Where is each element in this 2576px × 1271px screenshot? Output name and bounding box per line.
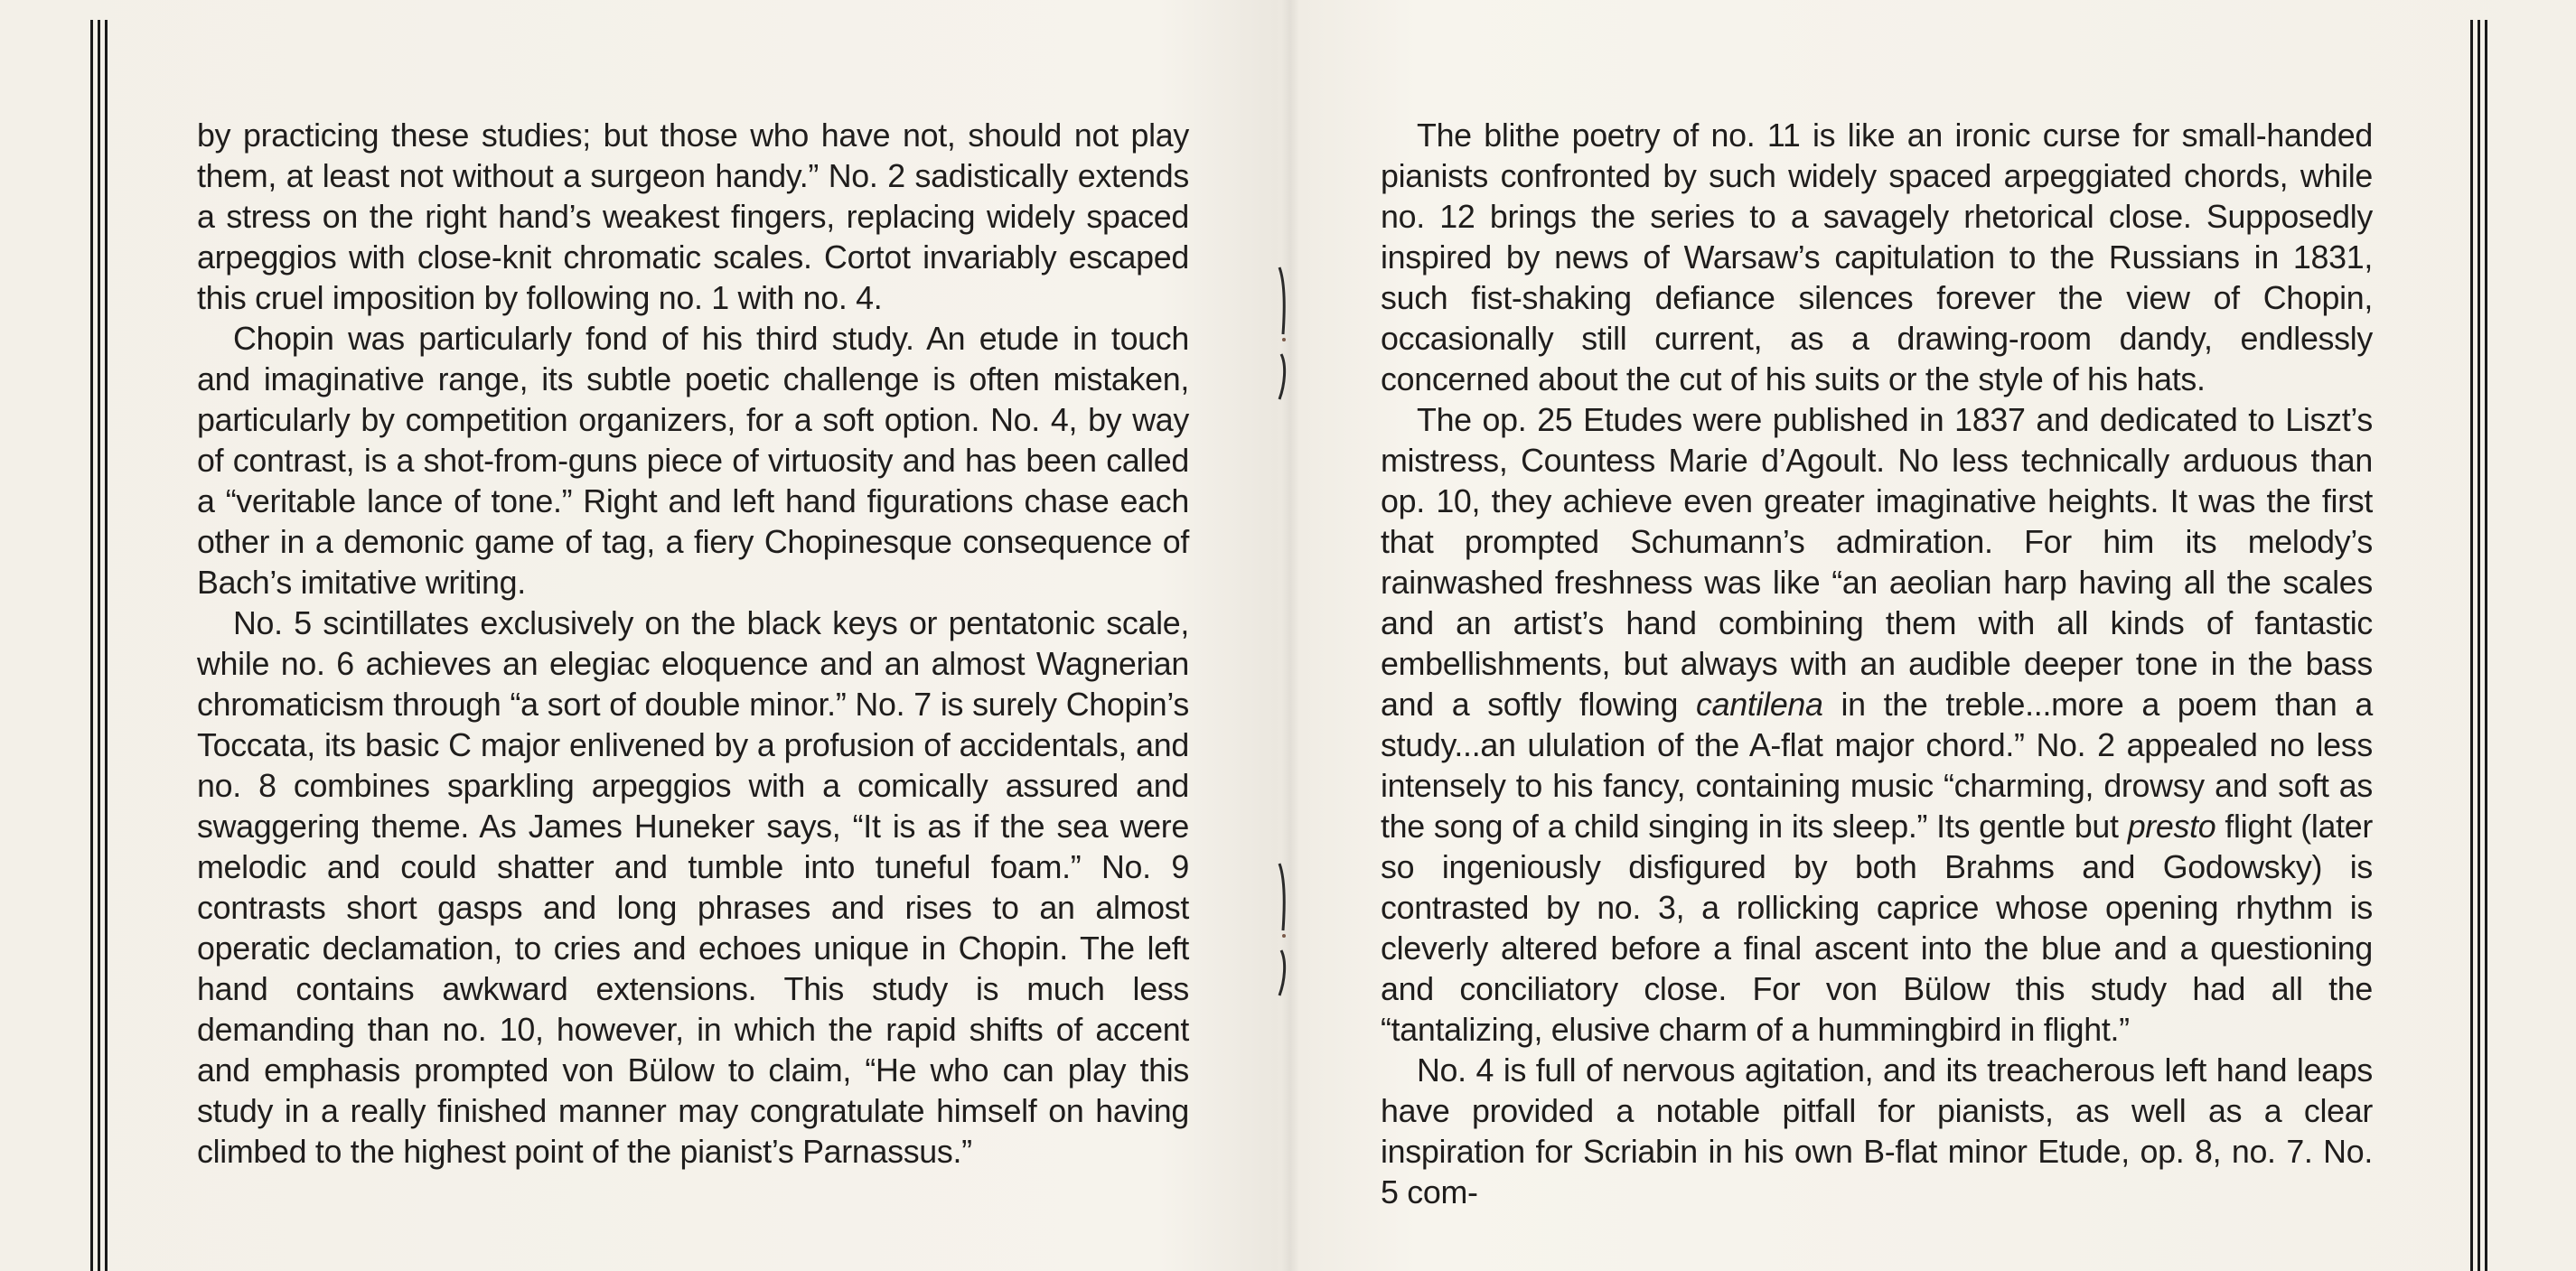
right-border-rules <box>2470 20 2494 1271</box>
left-page-text <box>197 116 1189 1173</box>
paragraph-text: in the treble...more a poem than a study...an ululation of the A-flat major chord.” No. 2 appealed no less intensely to his fancy, containing music “charming, drowsy and soft as the song of a child singing in its sleep.” Its gentle but <box>1381 687 2373 845</box>
paragraph-text: The op. 25 Etudes were published in 1837 and dedicated to Liszt’s mistress, Countess Marie d’Agoult. No less technically arduous than op. 10, they achieve even greater imaginative heights. It was the first that prompted Schumann’s admiration. For him its melody’s rainwashed freshness was like “an aeolian harp having all the scales and an artist’s hand combining them with all kinds of fantastic embellishments, but always with an audible deeper tone in the bass and a softly flowing <box>1381 402 2373 723</box>
left-border-rules <box>90 20 114 1271</box>
rule-line <box>2485 20 2487 1271</box>
italic-text: cantilena <box>1696 687 1823 723</box>
paragraph-text: No. 4 is full of nervous agitation, and its treacherous left hand leaps have provided a notable pitfall for pianists, as well as a clear inspiration for Scriabin in his own B-flat minor Etude, op. 8, no. 7. No. 5 com- <box>1381 1052 2373 1210</box>
paragraph <box>1381 116 2373 400</box>
paragraph <box>1381 400 2373 1051</box>
rule-line <box>105 20 108 1271</box>
staple-bottom <box>1274 860 1292 1005</box>
paragraph-text: The blithe poetry of no. 11 is like an ironic curse for small-handed pianists confronted by such widely spaced arpeggiated chords, while no. 12 brings the series to a savagely rhetorical close. Supposedly inspired by news of Warsaw’s capitulation to the Russians in 1831, such fist-shaking defiance silences forever the view of Chopin, occasionally still current, as a drawing-room dandy, endlessly concerned about the cut of his suits or the style of his hats. <box>1381 117 2373 397</box>
rule-line <box>2470 20 2473 1271</box>
rule-line <box>98 20 100 1271</box>
rule-line <box>2478 20 2480 1271</box>
paragraph <box>1381 1051 2373 1213</box>
staple-top <box>1274 264 1292 408</box>
paragraph <box>197 116 1189 319</box>
paragraph-text: No. 5 scintillates exclusively on the black keys or pentatonic scale, while no. 6 achieves an elegiac eloquence and an almost Wagnerian chromaticism through “a sort of double minor.” No. 7 is surely Chopin’s Toccata, its basic C major enlivened by a profusion of accidentals, and no. 8 combines sparkling arpeggios with a comically assured and swaggering theme. As James Huneker says, “It is as if the sea were melodic and could shatter and tumble into tuneful foam.” No. 9 contrasts short gasps and long phrases and rises to an almost operatic declamation, to cries and echoes unique in Chopin. The left hand contains awkward extensions. This study is much less demanding than no. 10, however, in which the rapid shifts of accent and emphasis prompted von Bülow to claim, “He who can play this study in a really finished manner may congratulate himself on having climbed to the highest point of the pianist’s Parnassus.” <box>197 605 1189 1170</box>
paragraph-text: by practicing these studies; but those who have not, should not play them, at least not without a surgeon handy.” No. 2 sadistically extends a stress on the right hand’s weakest fingers, replacing widely spaced arpeggios with close-knit chromatic scales. Cortot invariably escaped this cruel imposition by following no. 1 with no. 4. <box>197 117 1189 316</box>
rule-line <box>90 20 93 1271</box>
italic-text: presto <box>2127 808 2216 845</box>
center-fold <box>1281 0 1299 1271</box>
right-page-text <box>1381 116 2373 1213</box>
paragraph-text: Chopin was particularly fond of his third study. An etude in touch and imaginative range, its subtle poetic challenge is often mistaken, particularly by competition organizers, for a soft option. No. 4, by way of contrast, is a shot-from-guns piece of virtuosity and has been called a “veritable lance of tone.” Right and left hand figurations chase each other in a demonic game of tag, a fiery Chopinesque consequence of Bach’s imitative writing. <box>197 321 1189 601</box>
paragraph-text: flight (later so ingeniously disfigured by both Brahms and Godowsky) is contrasted by no. 3, a rollicking caprice whose opening rhythm is cleverly altered before a final ascent into the blue and a questioning and conciliatory close. For von Bülow this study had all the “tantalizing, elusive charm of a hummingbird in flight.” <box>1381 808 2373 1048</box>
paragraph <box>197 319 1189 603</box>
paragraph <box>197 603 1189 1173</box>
